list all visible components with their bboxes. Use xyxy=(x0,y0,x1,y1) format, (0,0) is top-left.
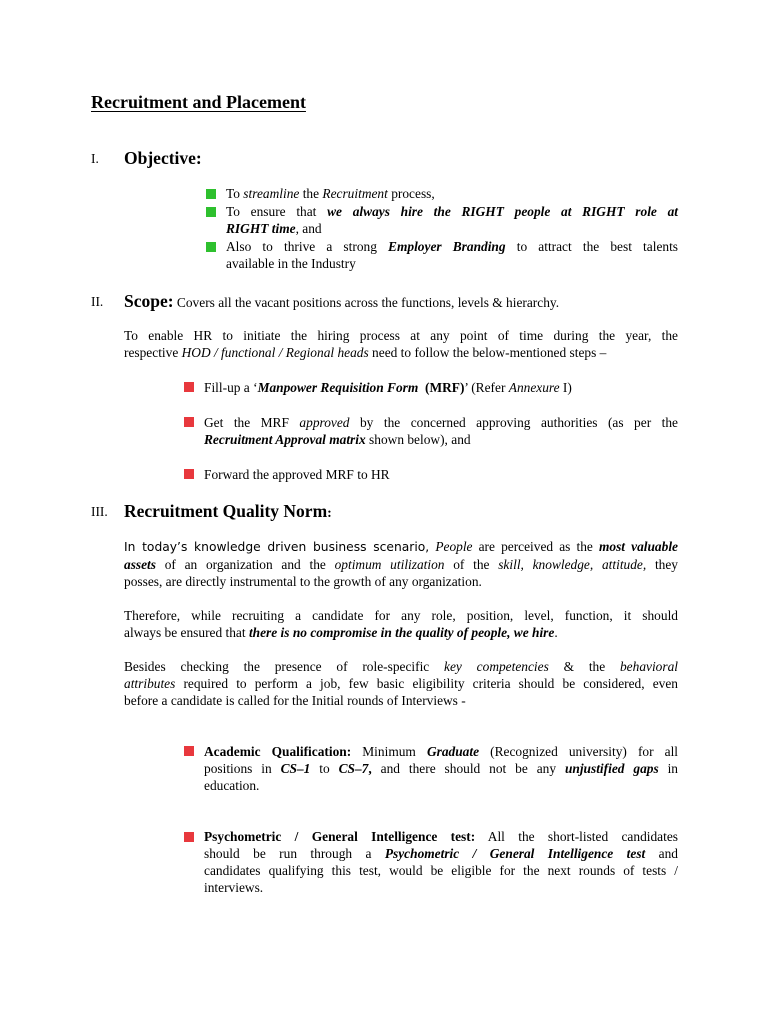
quality-paragraph-3: Besides checking the presence of role-specific key competencies & the behavioral attributes required to perform a job, few basic eligibility criteria should be considered, even before a candidate is called for the Initial rounds of Interviews - xyxy=(124,659,678,708)
red-bullet-icon xyxy=(184,382,194,392)
scope-step-1: Fill-up a ‘Manpower Requisition Form (MRF)’ (Refer Annexure I) xyxy=(204,380,572,395)
scope-paragraph: To enable HR to initiate the hiring process at any point of time during the year, the respective HOD / functional / Regional heads need to follow the below-mentioned steps – xyxy=(124,328,678,360)
scope-step-2: Get the MRF approved by the concerned approving authorities (as per the Recruitment Approval matrix shown below), and xyxy=(204,415,678,447)
green-bullet-icon xyxy=(206,189,216,199)
section-numeral-3: III. xyxy=(91,504,108,519)
red-bullet-icon xyxy=(184,832,194,842)
red-bullet-icon xyxy=(184,469,194,479)
section-numeral-1: I. xyxy=(91,151,99,166)
quality-paragraph-2: Therefore, while recruiting a candidate for any role, position, level, function, it should always be ensured that there is no compromise in the quality of people, we hire. xyxy=(124,608,678,640)
red-bullet-icon xyxy=(184,417,194,427)
quality-paragraph-1: In today’s knowledge driven business scenario, People are perceived as the most valuable assets of an organization and the optimum utilization of the skill, knowledge, attitude, they posses, are directly instrumental to the growth of any organization. xyxy=(124,539,679,589)
green-bullet-icon xyxy=(206,207,216,217)
criteria-academic-qualification: Academic Qualification: Minimum Graduate (Recognized university) for all positions in CS–1 to CS–7, and there should not be any unjustified gaps in education. xyxy=(204,744,679,793)
section-heading-scope: Scope: Covers all the vacant positions across the functions, levels & hierarchy. xyxy=(124,291,560,311)
objective-bullet-3: Also to thrive a strong Employer Branding to attract the best talents available in the Industry xyxy=(226,239,679,271)
section-heading-quality: Recruitment Quality Norm: xyxy=(124,501,332,521)
criteria-psychometric-test: Psychometric / General Intelligence test: All the short-listed candidates should be run through a Psychometric / General Intelligence test and candidates qualifying this test, would be eligible for the next rounds of tests / interviews. xyxy=(204,829,678,895)
section-numeral-2: II. xyxy=(91,294,104,309)
scope-step-3: Forward the approved MRF to HR xyxy=(204,467,390,482)
red-bullet-icon xyxy=(184,746,194,756)
section-heading-objective: Objective: xyxy=(124,148,202,168)
objective-bullet-1: To streamline the Recruitment process, xyxy=(226,186,435,201)
green-bullet-icon xyxy=(206,242,216,252)
objective-bullet-2: To ensure that we always hire the RIGHT people at RIGHT role at RIGHT time, and xyxy=(226,204,678,236)
document-title: Recruitment and Placement xyxy=(91,92,306,112)
